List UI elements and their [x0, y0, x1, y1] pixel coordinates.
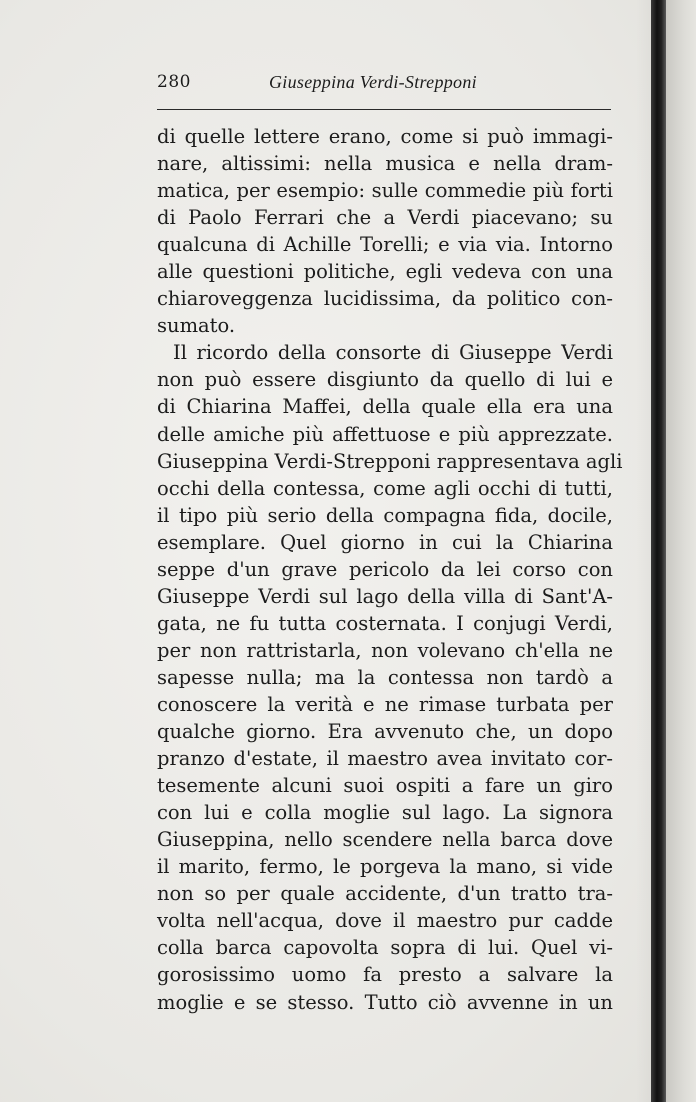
text-line: per non rattristarla, non volevano ch'ella ne [157, 638, 613, 662]
text-line: alle questioni politiche, egli vedeva con una [157, 260, 613, 284]
text-line: sapesse nulla; ma la contessa non tardò a [157, 665, 613, 689]
text-line: il marito, fermo, le porgeva la mano, si vide [157, 855, 613, 879]
running-title: Giuseppina Verdi-Strepponi [269, 72, 477, 92]
text-line: gata, ne fu tutta costernata. I conjugi Verdi, [157, 611, 613, 635]
text-line: Giuseppina Verdi-Strepponi rappresentava agli [157, 449, 623, 473]
header-rule [157, 109, 611, 110]
text-line: occhi della contessa, come agli occhi di tutti, [157, 476, 613, 500]
text-line: Giuseppina, nello scendere nella barca dove [157, 828, 613, 852]
text-line: sumato. [157, 314, 236, 338]
text-line: Il ricordo della consorte di Giuseppe Verdi [173, 341, 613, 365]
text-line: di Paolo Ferrari che a Verdi piacevano; su [157, 206, 613, 230]
text-line: di quelle lettere erano, come si può immagi- [157, 125, 613, 148]
text-line: conoscere la verità e ne rimase turbata per [157, 692, 613, 716]
text-line: nare, altissimi: nella musica e nella dram- [157, 152, 613, 176]
text-line: moglie e se stesso. Tutto ciò avvenne in un [157, 990, 613, 1014]
text-line: colla barca capovolta sopra di lui. Quel vi- [157, 936, 613, 960]
text-line: pranzo d'estate, il maestro avea invitato cor- [157, 747, 613, 771]
text-line: matica, per esempio: sulle commedie più forti [157, 179, 613, 203]
adjacent-page-edge [666, 0, 696, 1102]
text-line: il tipo più serio della compagna fida, docile, [157, 503, 613, 527]
text-line: esemplare. Quel giorno in cui la Chiarina [157, 530, 613, 554]
text-line: seppe d'un grave pericolo da lei corso con [157, 557, 613, 581]
book-spine [651, 0, 666, 1102]
text-line: non so per quale accidente, d'un tratto tra- [157, 882, 613, 906]
text-line: qualcuna di Achille Torelli; e via via. Intorno [157, 233, 613, 257]
text-line: tesemente alcuni suoi ospiti a fare un giro [157, 774, 613, 798]
body-text [157, 123, 623, 1016]
page-header [157, 72, 611, 104]
text-line: con lui e colla moglie sul lago. La signora [157, 801, 613, 825]
text-line: delle amiche più affettuose e più apprezzate. [157, 422, 613, 446]
text-line: chiaroveggenza lucidissima, da politico con- [157, 287, 613, 311]
text-line: gorosissimo uomo fa presto a salvare la [157, 963, 613, 987]
page-number: 280 [157, 72, 191, 92]
text-line: qualche giorno. Era avvenuto che, un dopo [157, 720, 613, 744]
text-line: di Chiarina Maffei, della quale ella era una [157, 395, 613, 419]
text-line: volta nell'acqua, dove il maestro pur cadde [157, 909, 613, 933]
text-line: non può essere disgiunto da quello di lui e [157, 368, 613, 392]
text-line: Giuseppe Verdi sul lago della villa di Sant'A- [157, 584, 613, 608]
